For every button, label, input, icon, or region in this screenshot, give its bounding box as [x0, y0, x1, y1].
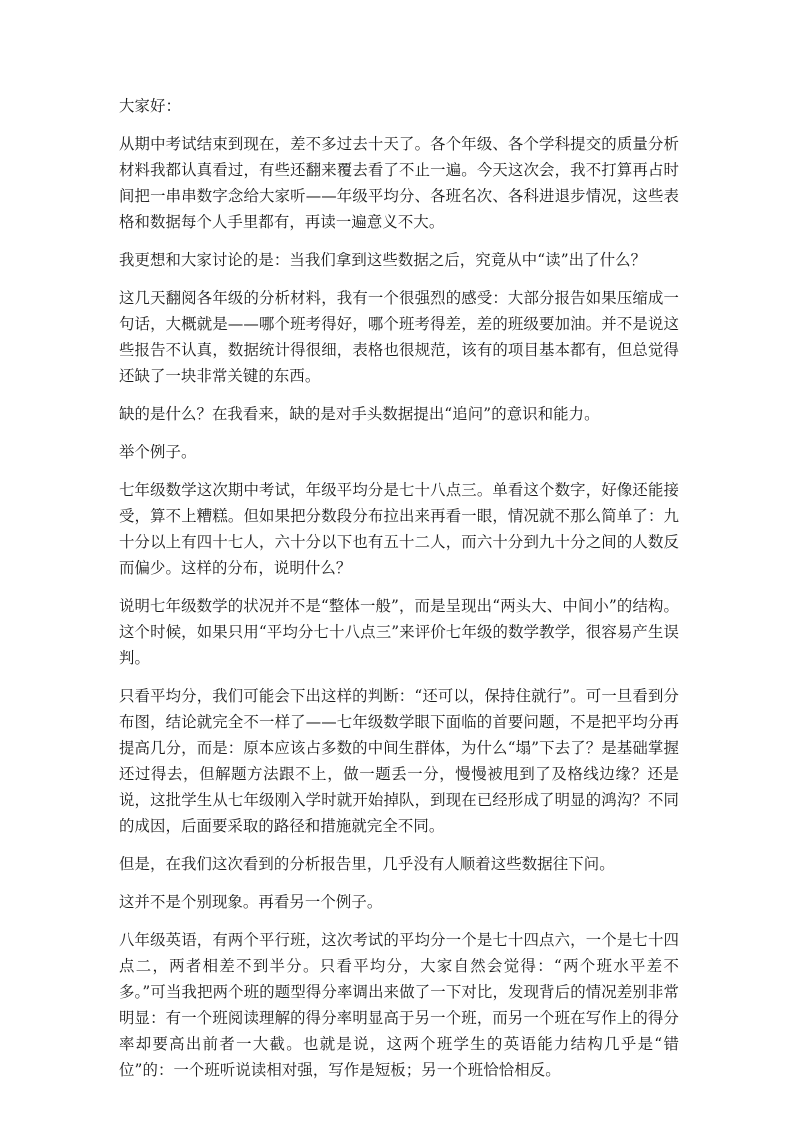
paragraph-no-followup: 但是，在我们这次看到的分析报告里，几乎没有人顺着这些数据往下问。 [119, 855, 615, 873]
document-body [119, 93, 679, 1095]
paragraph-judgement: 只看平均分，我们可能会下出这样的判断：“还可以，保持住就行”。可一旦看到分布图，结论就完全不一样了——七年级数学眼下面临的首要问题，不是把平均分再提高几分，而是：原本应该占多数的中间生群体，为什么“塌”下去了？是基础掌握还过得去，但解题方法跟不上，做一题丢一分，慢慢被甩到了及格线边缘？还是说，这批学生从七年级刚入学时就开始掉队，到现在已经形成了明显的鸿沟？不同的成因，后面要采取的路径和措施就完全不同。 [119, 687, 679, 835]
paragraph-grade8-english: 八年级英语，有两个平行班，这次考试的平均分一个是七十四点六，一个是七十四点二，两者相差不到半分。只看平均分，大家自然会觉得：“两个班水平差不多。”可当我把两个班的题型得分率调出来做了一下对比，发现背后的情况差别非常明显：有一个班阅读理解的得分率明显高于另一个班，而另一个班在写作上的得分率却要高出前者一大截。也就是说，这两个班学生的英语能力结构几乎是“错位”的：一个班听说读相对强，写作是短板；另一个班恰恰相反。 [119, 931, 679, 1079]
paragraph-impression: 这几天翻阅各年级的分析材料，我有一个很强烈的感受：大部分报告如果压缩成一句话，大概就是——哪个班考得好，哪个班考得差，差的班级要加油。并不是说这些报告不认真，数据统计得很细，表格也很规范，该有的项目基本都有，但总觉得还缺了一块非常关键的东西。 [119, 289, 679, 385]
paragraph-intro: 从期中考试结束到现在，差不多过去十天了。各个年级、各个学科提交的质量分析材料我都认真看过，有些还翻来覆去看了不止一遍。今天这次会，我不打算再占时间把一串串数字念给大家听——年级平均分、各班名次、各科进退步情况，这些表格和数据每个人手里都有，再读一遍意义不大。 [119, 135, 679, 231]
paragraph-example-intro: 举个例子。 [119, 443, 197, 461]
paragraph-grade7-math: 七年级数学这次期中考试，年级平均分是七十八点三。单看这个数字，好像还能接受，算不上糟糕。但如果把分数段分布拉出来再看一眼，情况就不那么简单了：九十分以上有四十七人，六十分以下也有五十二人，而六十分到九十分之间的人数反而偏少。这样的分布，说明什么？ [119, 481, 679, 577]
paragraph-missing: 缺的是什么？在我看来，缺的是对手头数据提出“追问”的意识和能力。 [119, 405, 600, 423]
paragraph-question: 我更想和大家讨论的是：当我们拿到这些数据之后，究竟从中“读”出了什么？ [119, 251, 647, 269]
paragraph-another-example: 这并不是个别现象。再看另一个例子。 [119, 893, 383, 911]
greeting: 大家好： [119, 97, 181, 115]
paragraph-structure: 说明七年级数学的状况并不是“整体一般”，而是呈现出“两头大、中间小”的结构。这个时候，如果只用“平均分七十八点三”来评价七年级的数学教学，很容易产生误判。 [119, 597, 679, 667]
